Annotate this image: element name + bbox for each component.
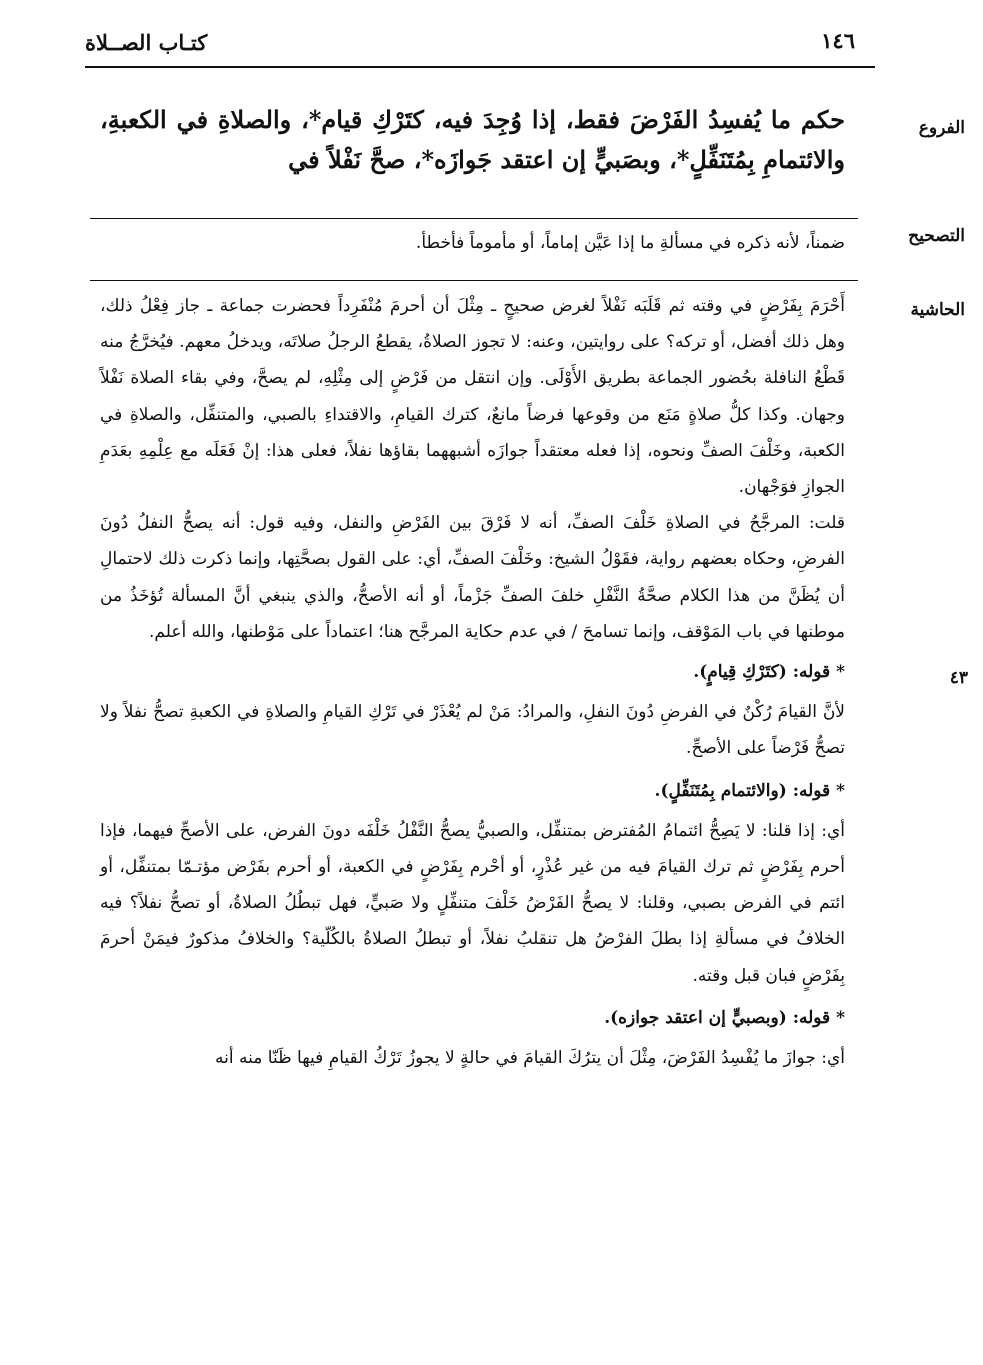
chapter-title: كتـاب الصــلاة bbox=[85, 30, 208, 55]
hashiya-section bbox=[100, 288, 845, 1082]
label-furu: الفروع bbox=[918, 118, 965, 138]
page-number: ١٤٦ bbox=[821, 28, 855, 53]
qawl-heading-2: * قوله: (والائتمام بِمُتَنَفِّلٍ). bbox=[654, 780, 845, 801]
margin-number: ٤٣ bbox=[949, 668, 968, 688]
furu-rule bbox=[90, 218, 858, 219]
qawl-heading-3: * قوله: (وبصبيٍّ إن اعتقد جوازه). bbox=[604, 1007, 845, 1028]
furu-text: حكم ما يُفسِدُ الفَرْضَ فقط، إذا وُجِدَ فيه، كتَرْكِ قيام*، والصلاةِ في الكعبةِ، والائتمامِ بِمُتَنَفِّلٍ*، وبصَبيٍّ إن اعتقد جَوازَه*، صحَّ نَفْلاً في bbox=[100, 105, 845, 174]
tashih-text: ضمناً، لأنه ذكره في مسألةِ ما إذا عَيَّن إماماً، أو مأموماً فأخطأ. bbox=[415, 233, 845, 253]
qawl-text-1: لأنَّ القيامَ رُكْنٌ في الفرضِ دُونَ النفلِ، والمرادُ: مَنْ لم يُعْذَرْ في تَرْكِ القيامِ والصلاةِ في الكعبةِ تصحُّ نفلاً ولا تصحُّ فَرْضاً على الأصحِّ. bbox=[100, 702, 845, 759]
hashiya-paragraph-2: قلت: المرجَّحُ في الصلاةِ خَلْفَ الصفِّ، أنه لا فَرْقَ بين الفَرْضِ والنفل، وفيه قول: أنه يصحُّ النفلُ دُونَ الفرضِ، وحكاه بعضهم رواية، فقَوْلُ الشيخ: وخَلْفَ الصفِّ، أي: على القول بصحَّتِها، وإنما ذكرت ذلك لاحتمالِ أن يُظَنَّ من هذا الكلام صحَّةُ النَّفْلِ خلفَ الصفِّ جَزْماً، أو أنه الأصحُّ، والذي ينبغي أنَّ المسألة تُؤخَذُ من موطنها في باب المَوْقف، وإنما تسامحَ / في عدم حكاية المرجَّح هنا؛ اعتماداً على مَوْطنها، والله أعلم. bbox=[100, 513, 845, 642]
hashiya-paragraph-1: أَحْرَمَ بِفَرْضٍ في وقته ثم قَلَبَه نَفْلاً لغرض صحيحٍ ـ مِثْلَ أن أحرمَ مُنْفَرِداً فحضرت جماعة ـ جاز فِعْلُ ذلك، وهل ذلك أفضل، أو تركه؟ على روايتين، وعنه: لا تجوز الصلاةُ، يقطعُ الرجلُ صلاتَه، ويدخلُ معهم. فيُخرَّجُ منه قَطْعُ النافلة بحُضور الجماعة بطريق الأَوْلَى. وإن انتقل من فَرْضٍ إلى مِثْلِهِ، لم يصحَّ، وفي بقاء الصلاة نَفْلاً وجهان. وكذا كلُّ صلاةٍ مَنَع من وقوعها فرضاً مانعٌ، كترك القيامِ، والاقتداءِ بالصبي، والمتنفِّل، والصلاةِ في الكعبة، وخَلْفَ الصفِّ ونحوه، إذا فعله معتقداً جوازَه أشبههما بقاؤها نفلاً، فعلى هذا: إنْ فَعَلَه مع عِلْمِهِ بعَدَمِ الجوازِ فوَجْهان. bbox=[100, 296, 845, 498]
qawl-text-2: أي: إذا قلنا: لا يَصِحُّ ائتمامُ المُفترض بمتنفِّل، والصبيُّ يصحُّ النَّفْلُ خَلْفَه دونَ الفرض، على الأصحِّ فيهما، فإذا أحرم بِفَرْضٍ ثم ترك القيامَ فيه من غير عُذْرٍ، أو أحْرم بِفَرْضٍ في الكعبة، أو أحرم بفَرْض مؤتـمّا بمتنفِّل، أو ائتم في الفرض بصبي، وقلنا: لا يصحُّ الفَرْضُ خَلْفَ متنفِّلٍ ولا صَبيٍّ، فهل تبطُلُ الصلاةُ، أو تصحُّ نفلاً؟ فيه الخلافُ في مسألةِ إذا بطلَ الفرْضُ هل تنقلبُ نفلاً، أو تبطلُ الصلاةُ بالكُلّية؟ والخلافُ مذكورٌ فيمَنْ أحرمَ بِفَرْضٍ فبان قبل وقته. bbox=[100, 820, 845, 986]
label-tashih: التصحيح bbox=[908, 226, 965, 246]
header-rule bbox=[85, 66, 875, 68]
qawl-text-3: أي: جوازَ ما يُفْسِدُ الفَرْضَ، مِثْلَ أن يترُكَ القيامَ في حالةٍ لا يجوزُ تَرْكُ القيامِ فيها ظَنّا منه أنه bbox=[215, 1048, 845, 1069]
page-header bbox=[85, 22, 875, 68]
tashih-rule bbox=[90, 280, 858, 281]
label-hashiya: الحاشية bbox=[910, 300, 965, 320]
qawl-heading-1: * قوله: (كتَرْكِ قِيامٍ). bbox=[693, 662, 845, 683]
